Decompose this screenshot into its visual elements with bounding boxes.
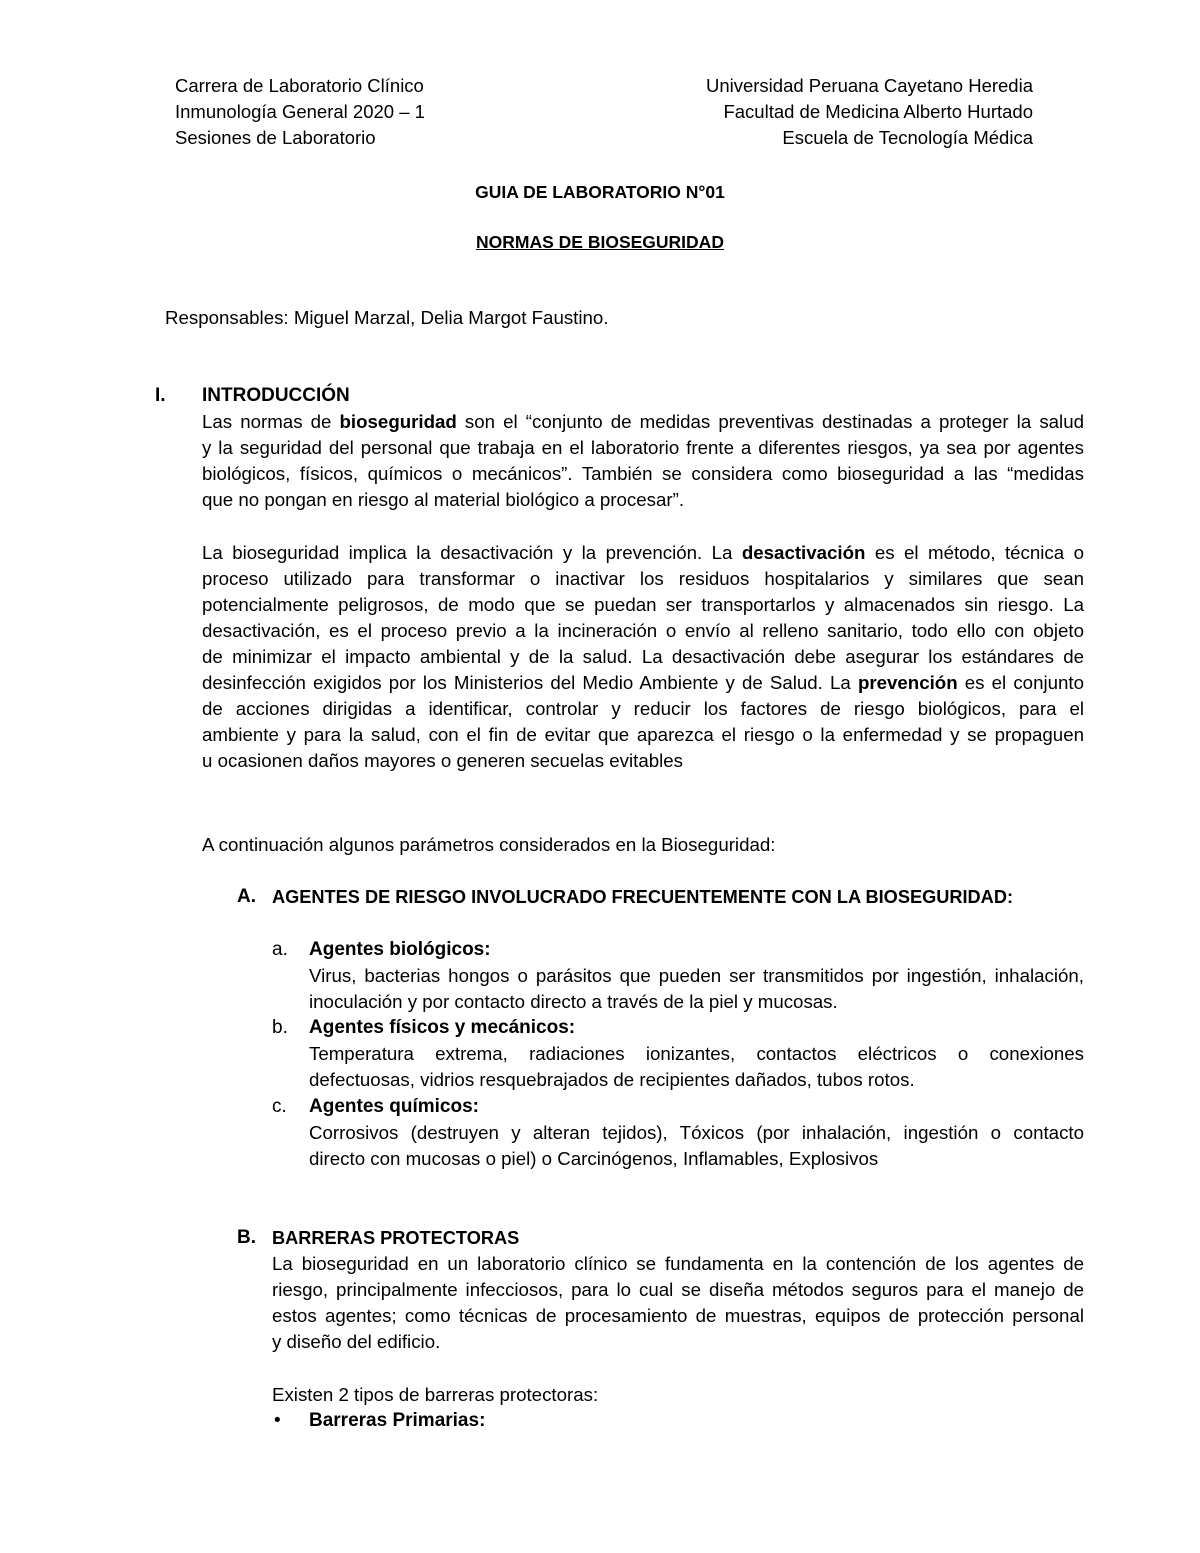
paragraph-line: de acciones dirigidas a identificar, controlar y reducir los factores de riesgo biológicos, para el bbox=[202, 698, 1084, 719]
paragraph-line: y la seguridad del personal que trabaja en el laboratorio frente a diferentes riesgos, ya sea por agentes bbox=[202, 437, 1084, 458]
item-b-letter: b. bbox=[272, 1017, 288, 1038]
paragraph-line: u ocasionen daños mayores o generen secuelas evitables bbox=[202, 750, 683, 771]
responsables-line: Responsables: Miguel Marzal, Delia Margot Faustino. bbox=[165, 307, 609, 328]
bold-term: bioseguridad bbox=[339, 411, 457, 432]
paragraph-line: directo con mucosas o piel) o Carcinógenos, Inflamables, Explosivos bbox=[309, 1148, 879, 1169]
item-c-title: Agentes químicos: bbox=[309, 1096, 479, 1117]
text-span: La bioseguridad implica la desactivación y la prevención. La bbox=[202, 542, 742, 563]
bold-term: prevención bbox=[857, 672, 958, 693]
document-subtitle: NORMAS DE BIOSEGURIDAD bbox=[476, 232, 724, 252]
paragraph-line: de minimizar el impacto ambiental y de la salud. La desactivación debe asegurar los estándares de bbox=[202, 646, 1084, 667]
section-heading: INTRODUCCIÓN bbox=[202, 385, 350, 406]
paragraph-line: Temperatura extrema, radiaciones ionizantes, contactos eléctricos o conexiones bbox=[309, 1043, 1084, 1064]
text-span: es el método, técnica o bbox=[865, 542, 1084, 563]
paragraph-line: ambiente y para la salud, con el fin de evitar que aparezca el riesgo o la enfermedad y se propaguen bbox=[202, 724, 1084, 745]
paragraph-line: estos agentes; como técnicas de procesamiento de muestras, equipos de protección personal bbox=[272, 1305, 1084, 1326]
text-span: desinfección exigidos por los Ministerios del Medio Ambiente y de Salud. La bbox=[202, 672, 858, 693]
header-faculty: Facultad de Medicina Alberto Hurtado bbox=[723, 101, 1033, 122]
header-university: Universidad Peruana Cayetano Heredia bbox=[705, 75, 1033, 96]
header-school: Escuela de Tecnología Médica bbox=[782, 127, 1033, 148]
paragraph-line: que no pongan en riesgo al material biológico a procesar”. bbox=[202, 489, 685, 510]
item-a-letter: a. bbox=[272, 939, 288, 960]
bullet-icon: • bbox=[274, 1410, 281, 1431]
item-a-text bbox=[309, 963, 1084, 1015]
section-b-letter: B. bbox=[237, 1227, 256, 1248]
section-b-heading: BARRERAS PROTECTORAS bbox=[272, 1228, 520, 1248]
paragraph-line: defectuosas, vidrios resquebrajados de recipientes dañados, tubos rotos. bbox=[309, 1069, 915, 1090]
header-course: Inmunología General 2020 – 1 bbox=[175, 101, 425, 122]
text-span: son el “conjunto de medidas preventivas destinadas a proteger la salud bbox=[456, 411, 1084, 432]
item-c-letter: c. bbox=[272, 1096, 287, 1117]
item-b-text bbox=[309, 1041, 1084, 1093]
paragraph-line: biológicos, físicos, químicos o mecánicos”. También se considera como bioseguridad a las “medidas bbox=[202, 463, 1084, 484]
item-a-title: Agentes biológicos: bbox=[309, 939, 491, 960]
document-title: GUIA DE LABORATORIO N°01 bbox=[475, 182, 725, 202]
paragraph-line: inoculación y por contacto directo a través de la piel y mucosas. bbox=[309, 991, 838, 1012]
paragraph-line: desactivación, es el proceso previo a la incineración o envío al relleno sanitario, todo ello con objeto bbox=[202, 620, 1084, 641]
header-sessions: Sesiones de Laboratorio bbox=[175, 127, 376, 148]
section-a-letter: A. bbox=[237, 886, 256, 907]
intro-paragraph-1 bbox=[202, 409, 1084, 513]
intro-paragraph-2 bbox=[202, 540, 1084, 774]
bold-term: desactivación bbox=[741, 542, 866, 563]
paragraph-line: riesgo, principalmente infecciosos, para lo cual se diseña métodos seguros para el manejo de bbox=[272, 1279, 1084, 1300]
primary-barriers-item: Barreras Primarias: bbox=[309, 1410, 486, 1431]
paragraph-line: y diseño del edificio. bbox=[272, 1331, 441, 1352]
text-span: Las normas de bbox=[202, 411, 340, 432]
paragraph-line: Virus, bacterias hongos o parásitos que pueden ser transmitidos por ingestión, inhalación, bbox=[309, 965, 1084, 986]
item-c-text bbox=[309, 1120, 1084, 1172]
barrier-types-intro: Existen 2 tipos de barreras protectoras: bbox=[272, 1384, 599, 1405]
item-b-title: Agentes físicos y mecánicos: bbox=[309, 1017, 576, 1038]
parameters-intro: A continuación algunos parámetros considerados en la Bioseguridad: bbox=[202, 834, 776, 855]
section-b-text bbox=[272, 1251, 1084, 1355]
paragraph-line: potencialmente peligrosos, de modo que se puedan ser transportarlos y almacenados sin riesgo. La bbox=[202, 594, 1084, 615]
section-a-heading: AGENTES DE RIESGO INVOLUCRADO FRECUENTEMENTE CON LA BIOSEGURIDAD: bbox=[272, 887, 1014, 907]
paragraph-line: La bioseguridad en un laboratorio clínico se fundamenta en la contención de los agentes de bbox=[272, 1253, 1084, 1274]
section-number: I. bbox=[155, 385, 166, 406]
header-program: Carrera de Laboratorio Clínico bbox=[175, 75, 424, 96]
paragraph-line: Corrosivos (destruyen y alteran tejidos), Tóxicos (por inhalación, ingestión o contacto bbox=[309, 1122, 1084, 1143]
paragraph-line: proceso utilizado para transformar o inactivar los residuos hospitalarios y similares que sean bbox=[202, 568, 1084, 589]
text-span: es el conjunto bbox=[957, 672, 1084, 693]
